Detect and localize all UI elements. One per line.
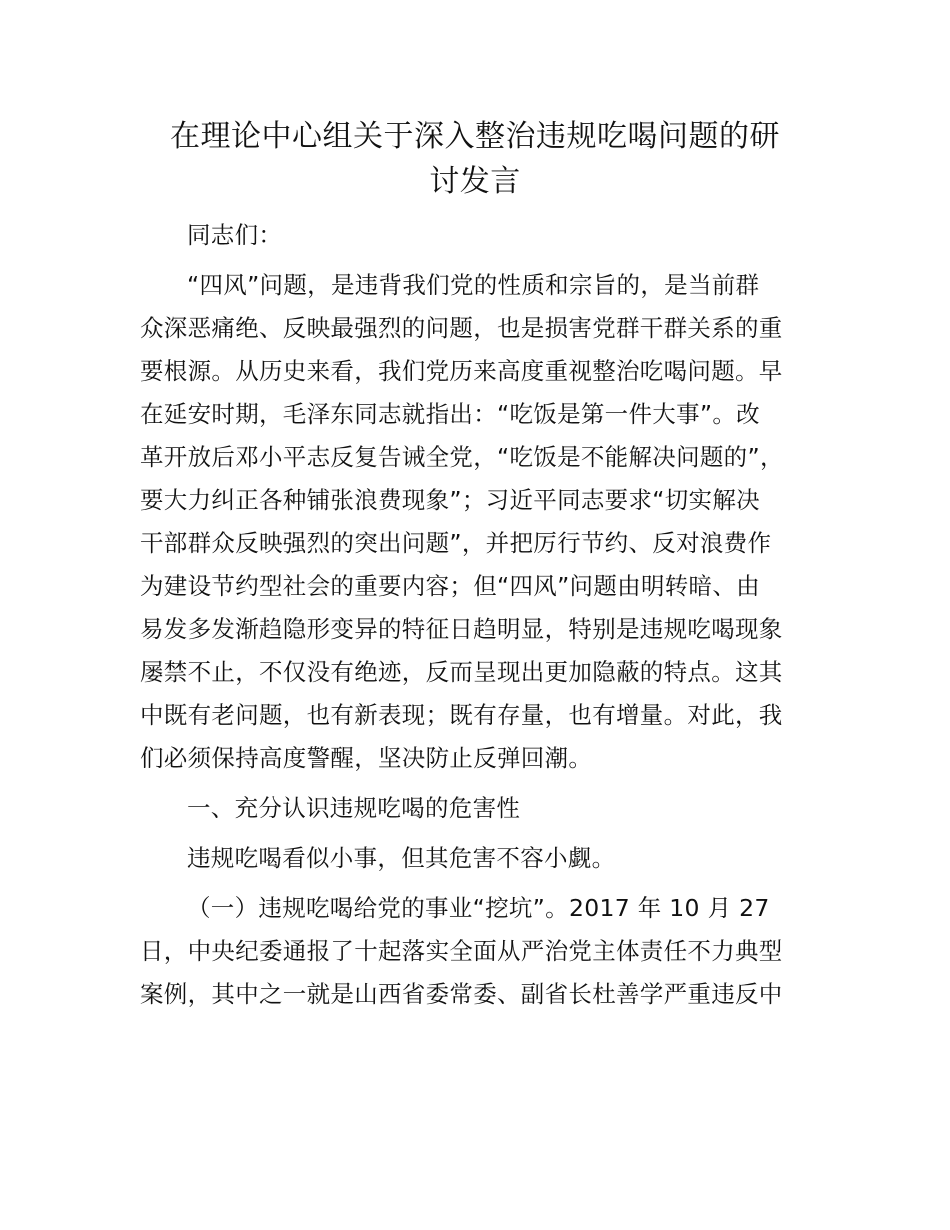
section-heading-1 [140, 787, 815, 830]
paragraph-line: 们必须保持高度警醒，坚决防止反弹回潮。 [140, 744, 593, 772]
paragraph-line: 易发多发渐趋隐形变异的特征日趋明显，特别是违规吃喝现象 [140, 615, 783, 643]
paragraph-line: （一）违规吃喝给党的事业“挖坑”。2017 年 10 月 27 [187, 894, 770, 922]
paragraph-line: 违规吃喝看似小事，但其危害不容小觑。 [187, 844, 616, 872]
salutation [140, 214, 815, 257]
paragraph-line: 众深恶痛绝、反映最强烈的问题，也是损害党群干群关系的重 [140, 314, 783, 342]
paragraph-line: 在延安时期，毛泽东同志就指出：“吃饭是第一件大事”。改 [140, 400, 760, 428]
paragraph-line: 要根源。从历史来看，我们党历来高度重视整治吃喝问题。早 [140, 357, 783, 385]
paragraph-line: “四风”问题，是违背我们党的性质和宗旨的，是当前群 [187, 271, 760, 299]
document-title [140, 114, 810, 204]
paragraph-line: 革开放后邓小平志反复告诫全党，“吃饭是不能解决问题的”， [140, 443, 784, 471]
paragraph-subsection-1 [140, 887, 815, 1016]
paragraph-line: 日，中央纪委通报了十起落实全面从严治党主体责任不力典型 [140, 937, 783, 965]
paragraph-line: 干部群众反映强烈的突出问题”，并把厉行节约、反对浪费作 [140, 529, 772, 557]
paragraph-four-winds [140, 264, 815, 780]
paragraph-line: 要大力纠正各种铺张浪费现象”；习近平同志要求“切实解决 [140, 486, 760, 514]
paragraph-line: 屡禁不止，不仅没有绝迹，反而呈现出更加隐蔽的特点。这其 [140, 658, 783, 686]
section-heading-text: 一、充分认识违规吃喝的危害性 [187, 794, 521, 822]
document-body [140, 214, 815, 1023]
paragraph-harm-intro [140, 837, 815, 880]
paragraph-line: 案例，其中之一就是山西省委常委、副省长杜善学严重违反中 [140, 980, 783, 1008]
paragraph-line: 中既有老问题，也有新表现；既有存量，也有增量。对此，我 [140, 701, 783, 729]
paragraph-line: 为建设节约型社会的重要内容；但“四风”问题由明转暗、由 [140, 572, 760, 600]
title-line-2: 讨发言 [429, 164, 521, 199]
salutation-text: 同志们： [187, 221, 283, 249]
title-line-1: 在理论中心组关于深入整治违规吃喝问题的研 [170, 119, 780, 154]
